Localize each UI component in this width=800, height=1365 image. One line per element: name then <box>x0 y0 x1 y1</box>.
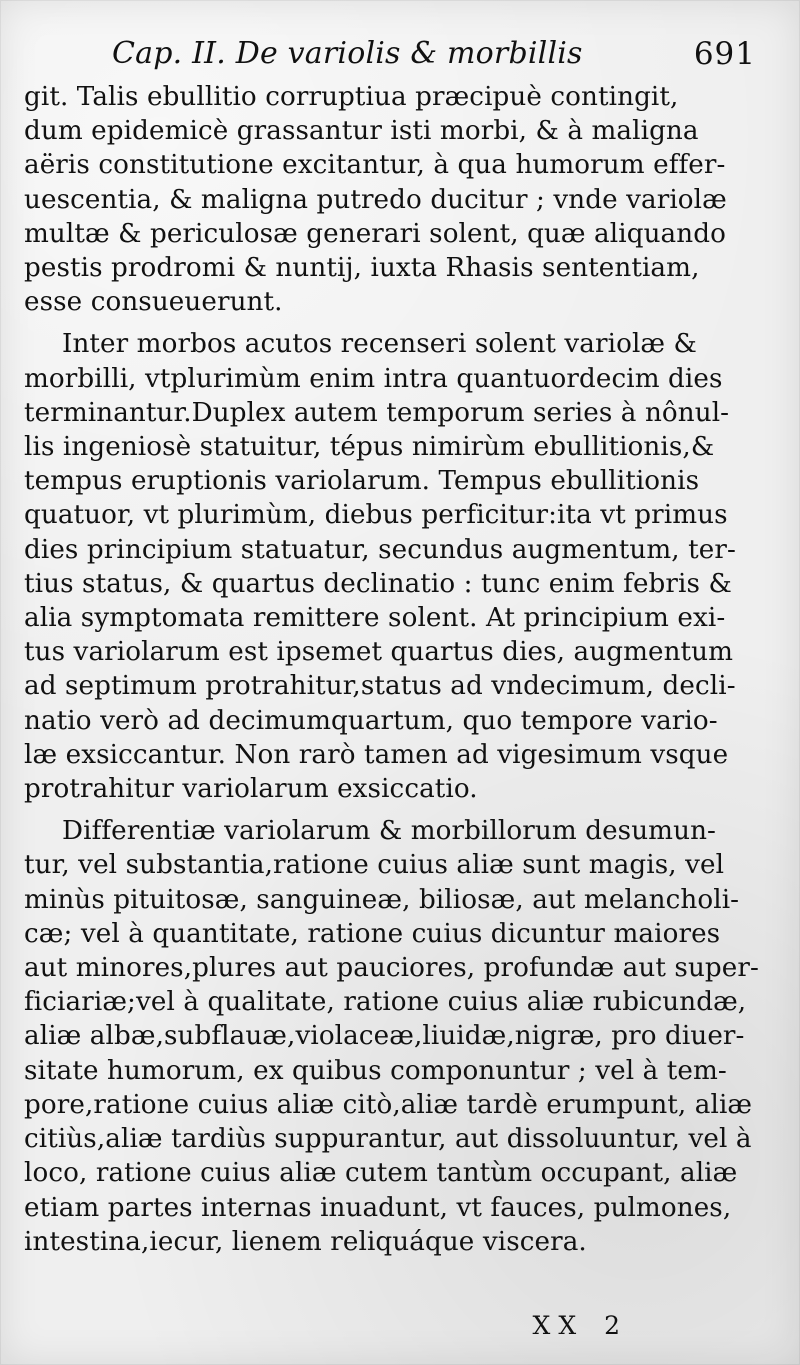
page-number: 691 <box>693 36 756 72</box>
text-line: minùs pituitosæ, sanguineæ, biliosæ, aut melancholi- <box>24 884 740 915</box>
text-line: dies principium statuatur, secundus augmentum, ter- <box>24 534 736 565</box>
text-line: pestis prodromi & nuntij, iuxta Rhasis sententiam, <box>24 253 700 284</box>
text-line: Inter morbos acutos recenseri solent variolæ & <box>62 329 697 360</box>
text-line: multæ & periculosæ generari solent, quæ aliquando <box>24 218 726 249</box>
paragraph-1 <box>24 80 758 319</box>
text-line: protrahitur variolarum exsiccatio. <box>24 774 478 805</box>
text-line: natio verò ad decimumquartum, quo tempore vario- <box>24 705 718 736</box>
paragraph-3 <box>24 814 758 1259</box>
text-line: aëris constitutione excitantur, à qua humorum effer- <box>24 150 726 181</box>
text-line: sitate humorum, ex quibus componuntur ; vel à tem- <box>24 1055 727 1086</box>
text-line: ad septimum protrahitur,status ad vndecimum, decli- <box>24 671 736 702</box>
text-line: tius status, & quartus declinatio : tunc enim febris & <box>24 568 732 599</box>
signature-mark <box>533 1311 620 1340</box>
text-line: intestina,iecur, lienem reliquáque viscera. <box>24 1226 587 1257</box>
text-line: terminantur.Duplex autem temporum series à nônul- <box>24 397 730 428</box>
text-line: uescentia, & maligna putredo ducitur ; vnde variolæ <box>24 184 727 215</box>
text-line: cæ; vel à quantitate, ratione cuius dicuntur maiores <box>24 918 721 949</box>
paragraph-spacer <box>24 806 758 814</box>
text-line: læ exsiccantur. Non rarò tamen ad vigesimum vsque <box>24 739 729 770</box>
text-line: loco, ratione cuius aliæ cutem tantùm occupant, aliæ <box>24 1158 738 1189</box>
chapter-title: Cap. II. De variolis & morbillis <box>112 36 583 71</box>
paragraph-2 <box>24 327 758 806</box>
text-line: git. Talis ebullitio corruptiua præcipuè contingit, <box>24 82 679 112</box>
text-line: quatuor, vt plurimùm, diebus perficitur:ita vt primus <box>24 500 728 531</box>
signature-number: 2 <box>604 1311 620 1340</box>
running-head <box>24 28 758 72</box>
body-text <box>24 80 758 1259</box>
text-line: Differentiæ variolarum & morbillorum desumun- <box>62 816 716 847</box>
text-line: tempus eruptionis variolarum. Tempus ebullitionis <box>24 466 700 497</box>
text-line: tus variolarum est ipsemet quartus dies, augmentum <box>24 637 734 668</box>
text-line: lis ingeniosè statuitur, tépus nimirùm ebullitionis,& <box>24 432 715 463</box>
text-line: citiùs,aliæ tardiùs suppurantur, aut dissoluuntur, vel à <box>24 1124 752 1155</box>
text-line: morbilli, vtplurimùm enim intra quantuordecim dies <box>24 363 723 394</box>
text-line: aut minores,plures aut pauciores, profundæ aut super- <box>24 953 759 984</box>
text-line: dum epidemicè grassantur isti morbi, & à maligna <box>24 116 699 147</box>
text-line: alia symptomata remittere solent. At principium exi- <box>24 603 726 634</box>
signature-letters: XX <box>532 1311 585 1340</box>
text-line: esse consueuerunt. <box>24 287 283 318</box>
text-line: aliæ albæ,subflauæ,violaceæ,liuidæ,nigræ, pro diuer- <box>24 1021 745 1052</box>
text-line: pore,ratione cuius aliæ citò,aliæ tardè erumpunt, aliæ <box>24 1089 753 1120</box>
text-line: ficiariæ;vel à qualitate, ratione cuius aliæ rubicundæ, <box>24 987 747 1018</box>
text-line: tur, vel substantia,ratione cuius aliæ sunt magis, vel <box>24 850 725 881</box>
text-line: etiam partes internas inuadunt, vt fauces, pulmones, <box>24 1192 732 1223</box>
paragraph-spacer <box>24 319 758 327</box>
